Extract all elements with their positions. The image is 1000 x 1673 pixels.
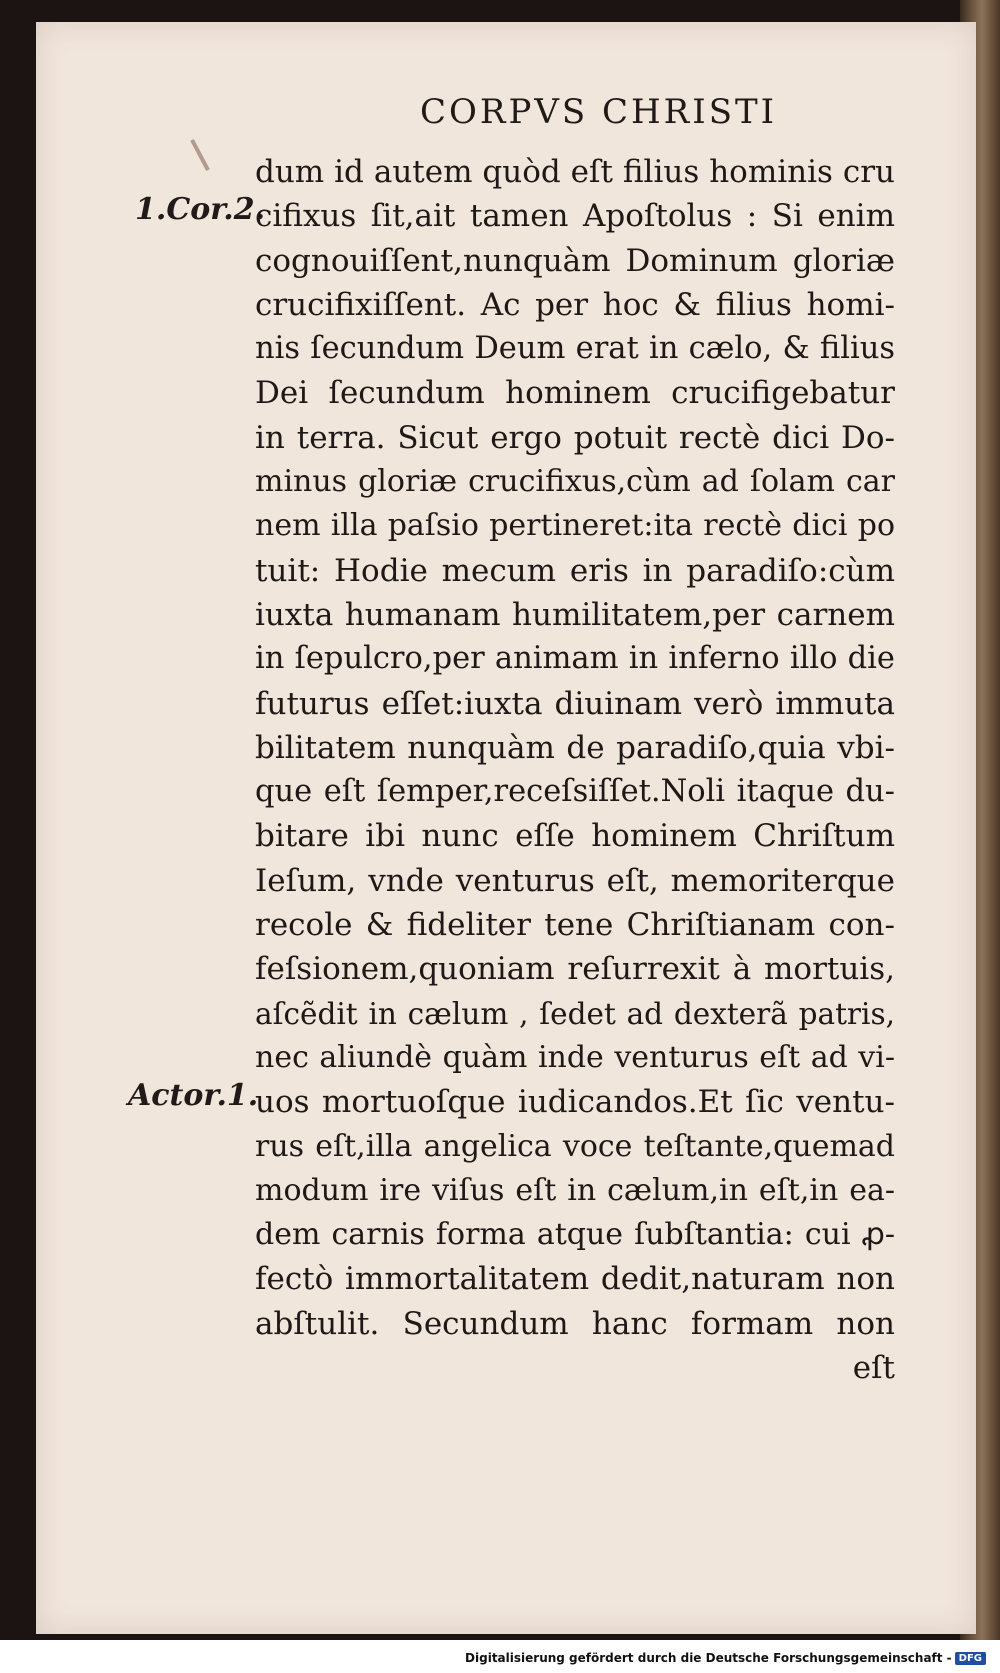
text-line: bilitatem nunquàm de paradiſo,quia vbi-	[255, 729, 895, 766]
text-line: feſsionem,quoniam reſurrexit à mortuis,	[255, 951, 895, 988]
text-line: iuxta humanam humilitatem,per carnem	[255, 596, 895, 633]
text-line: cifixus ſit,ait tamen Apoſtolus : Si enim	[255, 198, 895, 235]
digitization-credit	[465, 1651, 986, 1665]
main-text-block	[255, 150, 895, 1390]
text-line: nis ſecundum Deum erat in cælo, & filius	[255, 331, 895, 367]
text-line: futurus eſſet:iuxta diuinam verò immuta	[255, 685, 895, 722]
marginal-note-actor: Actor.1.	[128, 1078, 259, 1113]
text-line: in terra. Sicut ergo potuit rectè dici Do-	[255, 419, 895, 456]
text-line: dem carnis forma atque ſubſtantia: cui ꝓ-	[255, 1217, 895, 1253]
dfg-logo: DFG	[955, 1652, 986, 1665]
text-line: recole & fideliter tene Chriſtianam con-	[255, 907, 895, 944]
text-line: nec aliundè quàm inde venturus eſt ad vi-	[255, 1039, 895, 1075]
text-line: tuit: Hodie mecum eris in paradiſo:cùm	[255, 552, 895, 589]
text-line: que eſt ſemper,receſsiſſet.Noli itaque du-	[255, 774, 895, 810]
text-line: dum id autem quòd eſt filius hominis cru	[255, 154, 895, 190]
marginal-note-cor: 1.Cor.2.	[135, 192, 266, 227]
text-line: abſtulit. Secundum hanc formam non	[255, 1305, 895, 1342]
text-line: modum ire viſus eſt in cælum,in eſt,in ea-	[255, 1172, 895, 1208]
text-line: nem illa paſsio pertineret:ita rectè dici po	[255, 508, 895, 544]
text-line: uos mortuoſque iudicandos.Et ſic ventu-	[255, 1084, 895, 1121]
text-line: Dei ſecundum hominem crucifigebatur	[255, 375, 895, 412]
catchword: eſt	[852, 1350, 895, 1387]
text-line: fectò immortalitatem dedit,naturam non	[255, 1261, 895, 1298]
text-line: aſcẽdit in cælum , ſedet ad dexterã patris,	[255, 996, 895, 1031]
text-line: in ſepulcro,per animam in inferno illo die	[255, 641, 895, 677]
text-line: crucifixiſſent. Ac per hoc & filius homi-	[255, 286, 895, 323]
text-line: minus gloriæ crucifixus,cùm ad ſolam car	[255, 464, 895, 500]
credit-text: Digitalisierung gefördert durch die Deutsche Forschungsgemeinschaft -	[465, 1651, 952, 1665]
text-line: bitare ibi nunc eſſe hominem Chriſtum	[255, 818, 895, 855]
running-head: CORPVS CHRISTI	[420, 92, 778, 132]
text-line: cognouiſſent,nunquàm Dominum gloriæ	[255, 242, 895, 279]
text-line: Ieſum, vnde venturus eſt, memoriterque	[255, 862, 895, 899]
text-line: rus eſt,illa angelica voce teſtante,quemad	[255, 1128, 895, 1164]
